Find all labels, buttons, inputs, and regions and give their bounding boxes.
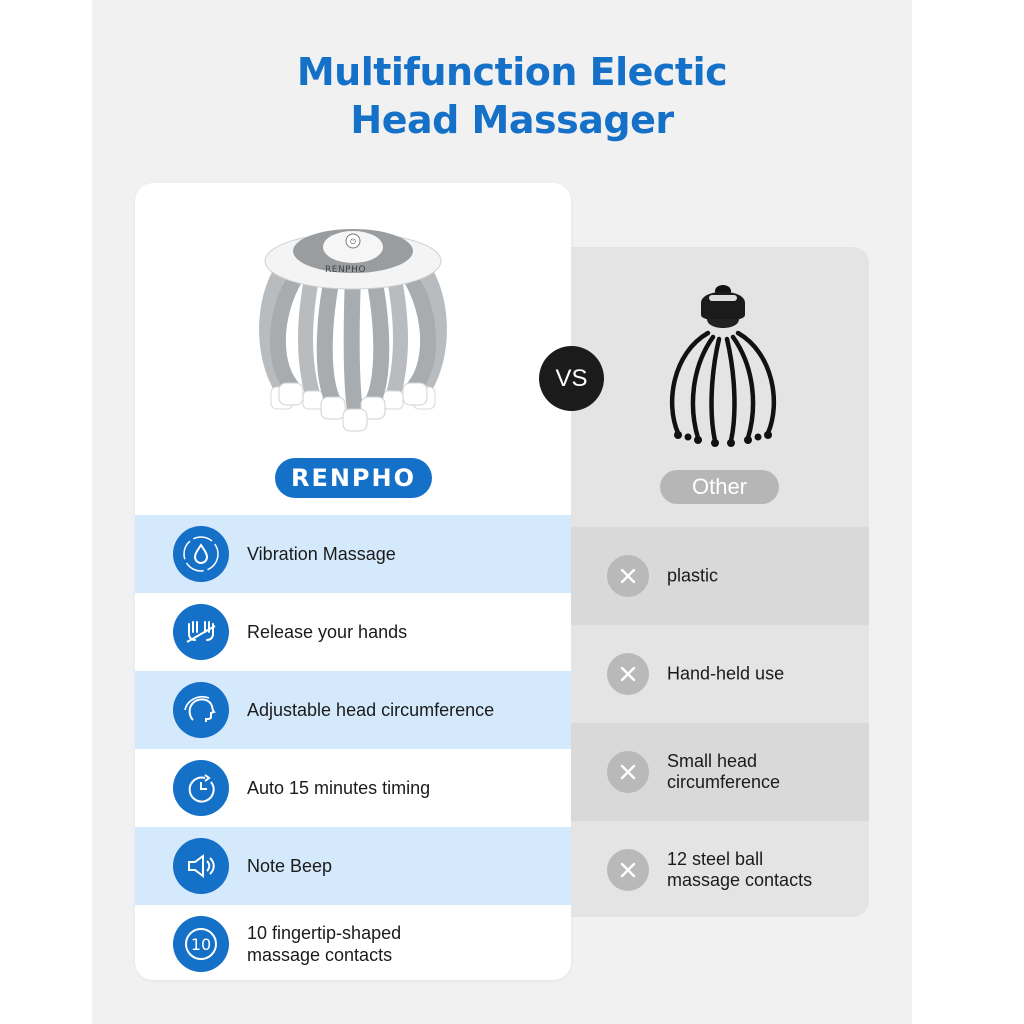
number-10-icon xyxy=(173,916,229,972)
feature-row-beep xyxy=(135,827,571,905)
water-drop-vibration-icon xyxy=(173,526,229,582)
feature-row-vibration xyxy=(135,515,571,593)
renpho-card xyxy=(135,183,571,980)
feature-row-hands xyxy=(135,593,571,671)
x-icon xyxy=(607,653,649,695)
feature-text: 10 fingertip-shaped massage contacts xyxy=(247,923,402,965)
head-circumference-icon xyxy=(173,682,229,738)
other-massager-image xyxy=(653,273,793,453)
compare-text: Small head circumference xyxy=(667,751,781,792)
speaker-beep-icon xyxy=(173,838,229,894)
feature-text: Release your hands xyxy=(247,622,408,642)
compare-text: Hand-held use xyxy=(667,663,785,684)
other-card xyxy=(571,247,869,917)
hands-free-icon xyxy=(173,604,229,660)
feature-text: Vibration Massage xyxy=(247,544,396,564)
compare-row-material xyxy=(571,527,869,625)
feature-row-timer xyxy=(135,749,571,827)
svg-text:10: 10 xyxy=(190,935,212,954)
feature-row-circumference xyxy=(135,671,571,749)
vs-badge: VS xyxy=(539,346,604,411)
compare-row-contacts xyxy=(571,821,869,917)
title-line-2: Head Massager xyxy=(350,98,674,142)
timer-clock-icon xyxy=(173,760,229,816)
svg-text:⏻: ⏻ xyxy=(350,238,356,246)
x-icon xyxy=(607,751,649,793)
renpho-brand-pill: RENPHO xyxy=(275,458,432,498)
page-title xyxy=(0,48,1024,144)
compare-row-circumference xyxy=(571,723,869,821)
feature-text: Note Beep xyxy=(247,856,333,876)
x-icon xyxy=(607,555,649,597)
compare-text: plastic xyxy=(667,565,719,586)
renpho-massager-image xyxy=(243,211,463,436)
other-brand-pill: Other xyxy=(660,470,779,504)
compare-text: 12 steel ball massage contacts xyxy=(667,849,813,890)
title-line-1: Multifunction Electic xyxy=(296,50,728,94)
x-icon xyxy=(607,849,649,891)
feature-text: Adjustable head circumference xyxy=(247,700,495,720)
feature-text: Auto 15 minutes timing xyxy=(247,778,431,798)
compare-row-handheld xyxy=(571,625,869,723)
device-logo-text: RENPHO xyxy=(325,265,366,275)
feature-row-contacts xyxy=(135,905,571,980)
